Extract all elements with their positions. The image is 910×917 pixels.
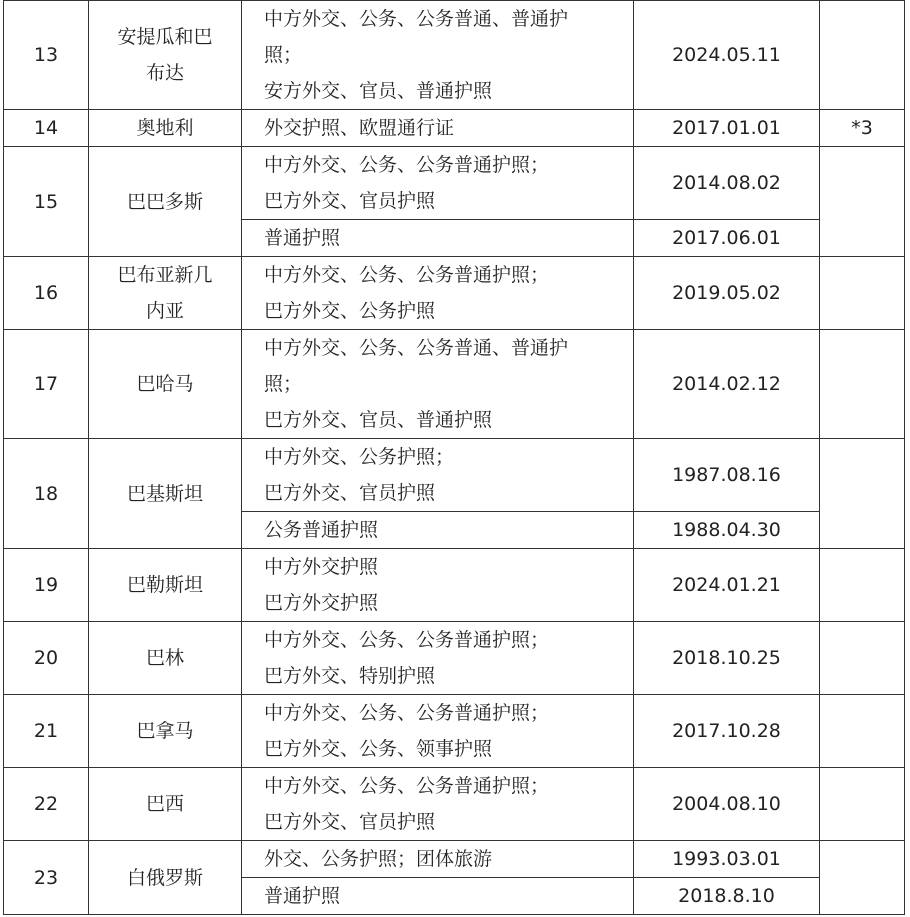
passport-types bbox=[242, 220, 634, 257]
country-name bbox=[89, 622, 242, 695]
country-name-line: 巴哈马 bbox=[136, 373, 194, 395]
note-cell bbox=[820, 841, 905, 915]
table-row bbox=[4, 1, 905, 110]
table-row bbox=[4, 622, 905, 695]
passport-type-line: 巴方外交、公务护照 bbox=[264, 300, 436, 322]
note-cell bbox=[820, 1, 905, 110]
passport-type-line: 安方外交、官员、普通护照 bbox=[264, 80, 493, 102]
passport-types bbox=[242, 695, 634, 768]
country-name-line: 巴巴多斯 bbox=[126, 190, 203, 213]
passport-type-line: 巴方外交、官员、普通护照 bbox=[264, 409, 493, 431]
row-number: 14 bbox=[4, 110, 89, 147]
note-cell bbox=[820, 439, 905, 549]
effective-date: 2024.01.21 bbox=[634, 549, 820, 622]
passport-types bbox=[242, 512, 634, 549]
passport-type-line: 巴方外交、官员护照 bbox=[264, 811, 436, 833]
effective-date: 2018.8.10 bbox=[634, 878, 820, 915]
country-name bbox=[89, 439, 242, 549]
passport-type-line: 中方外交、公务、公务普通护照； bbox=[264, 775, 550, 797]
passport-type-line: 中方外交、公务、公务普通护照； bbox=[264, 264, 550, 286]
row-number: 13 bbox=[4, 1, 89, 110]
passport-type-line: 中方外交护照 bbox=[264, 556, 379, 578]
effective-date: 2019.05.02 bbox=[634, 257, 820, 330]
country-name bbox=[89, 257, 242, 330]
country-name-line: 巴勒斯坦 bbox=[126, 574, 203, 596]
passport-type-line: 巴方外交护照 bbox=[264, 592, 379, 614]
passport-type-line: 普通护照 bbox=[264, 885, 341, 907]
table-row bbox=[4, 439, 905, 512]
note-cell bbox=[820, 330, 905, 439]
passport-type-line: 照； bbox=[264, 373, 303, 395]
passport-type-line: 外交护照、欧盟通行证 bbox=[264, 117, 455, 139]
note-cell bbox=[820, 549, 905, 622]
row-number: 20 bbox=[4, 622, 89, 695]
country-name-line: 奥地利 bbox=[136, 117, 194, 139]
effective-date: 2014.08.02 bbox=[634, 147, 820, 220]
passport-type-line: 中方外交、公务、公务普通护照； bbox=[264, 629, 550, 651]
row-number: 23 bbox=[4, 841, 89, 915]
row-number: 18 bbox=[4, 439, 89, 549]
country-name-line: 内亚 bbox=[145, 300, 184, 322]
country-name bbox=[89, 841, 242, 915]
passport-types bbox=[242, 439, 634, 512]
row-number: 17 bbox=[4, 330, 89, 439]
passport-types bbox=[242, 622, 634, 695]
effective-date: 2018.10.25 bbox=[634, 622, 820, 695]
passport-type-line: 巴方外交、官员护照 bbox=[264, 190, 436, 212]
table-row bbox=[4, 147, 905, 220]
passport-types bbox=[242, 768, 634, 841]
country-name-line: 安提瓜和巴 bbox=[117, 26, 213, 48]
passport-type-line: 巴方外交、特别护照 bbox=[264, 665, 436, 687]
table-row bbox=[4, 549, 905, 622]
passport-type-line: 公务普通护照 bbox=[264, 519, 379, 541]
passport-types bbox=[242, 1, 634, 110]
country-name-line: 巴西 bbox=[145, 793, 184, 815]
passport-type-line: 中方外交、公务、公务普通护照； bbox=[264, 702, 550, 724]
row-number: 19 bbox=[4, 549, 89, 622]
row-number: 21 bbox=[4, 695, 89, 768]
effective-date: 2017.10.28 bbox=[634, 695, 820, 768]
country-name-line: 巴基斯坦 bbox=[126, 482, 203, 505]
effective-date: 1988.04.30 bbox=[634, 512, 820, 549]
passport-type-line: 中方外交、公务、公务普通、普通护 bbox=[264, 337, 569, 359]
note-cell bbox=[820, 257, 905, 330]
table-row bbox=[4, 768, 905, 841]
country-name bbox=[89, 768, 242, 841]
note-cell bbox=[820, 622, 905, 695]
effective-date: 2024.05.11 bbox=[634, 1, 820, 110]
passport-type-line: 外交、公务护照；团体旅游 bbox=[264, 848, 493, 870]
passport-type-line: 巴方外交、公务、领事护照 bbox=[264, 738, 493, 760]
effective-date: 2017.01.01 bbox=[634, 110, 820, 147]
passport-types bbox=[242, 110, 634, 147]
note-cell: *3 bbox=[820, 110, 905, 147]
visa-exemption-table bbox=[3, 0, 905, 915]
passport-type-line: 中方外交、公务护照； bbox=[264, 446, 455, 468]
table-row bbox=[4, 110, 905, 147]
passport-type-line: 普通护照 bbox=[264, 227, 341, 249]
table-row bbox=[4, 841, 905, 878]
country-name-line: 布达 bbox=[145, 62, 184, 84]
passport-type-line: 中方外交、公务、公务普通护照； bbox=[264, 154, 550, 176]
row-number: 22 bbox=[4, 768, 89, 841]
country-name bbox=[89, 147, 242, 257]
passport-type-line: 中方外交、公务、公务普通、普通护 bbox=[264, 8, 569, 30]
effective-date: 1987.08.16 bbox=[634, 439, 820, 512]
country-name-line: 巴布亚新几 bbox=[117, 264, 213, 286]
table-row bbox=[4, 695, 905, 768]
country-name bbox=[89, 110, 242, 147]
effective-date: 2014.02.12 bbox=[634, 330, 820, 439]
country-name-line: 白俄罗斯 bbox=[126, 866, 203, 889]
effective-date: 2017.06.01 bbox=[634, 220, 820, 257]
passport-types bbox=[242, 147, 634, 220]
passport-types bbox=[242, 330, 634, 439]
country-name-line: 巴林 bbox=[145, 647, 184, 669]
passport-types bbox=[242, 549, 634, 622]
country-name bbox=[89, 695, 242, 768]
country-name bbox=[89, 549, 242, 622]
country-name-line: 巴拿马 bbox=[136, 720, 194, 742]
passport-types bbox=[242, 257, 634, 330]
row-number: 15 bbox=[4, 147, 89, 257]
table-row bbox=[4, 257, 905, 330]
effective-date: 1993.03.01 bbox=[634, 841, 820, 878]
row-number: 16 bbox=[4, 257, 89, 330]
passport-type-line: 巴方外交、官员护照 bbox=[264, 482, 436, 504]
note-cell bbox=[820, 768, 905, 841]
table-row bbox=[4, 330, 905, 439]
passport-types bbox=[242, 878, 634, 915]
effective-date: 2004.08.10 bbox=[634, 768, 820, 841]
passport-type-line: 照； bbox=[264, 44, 303, 66]
table-body bbox=[4, 1, 905, 915]
country-name bbox=[89, 1, 242, 110]
note-cell bbox=[820, 147, 905, 257]
country-name bbox=[89, 330, 242, 439]
note-cell bbox=[820, 695, 905, 768]
passport-types bbox=[242, 841, 634, 878]
